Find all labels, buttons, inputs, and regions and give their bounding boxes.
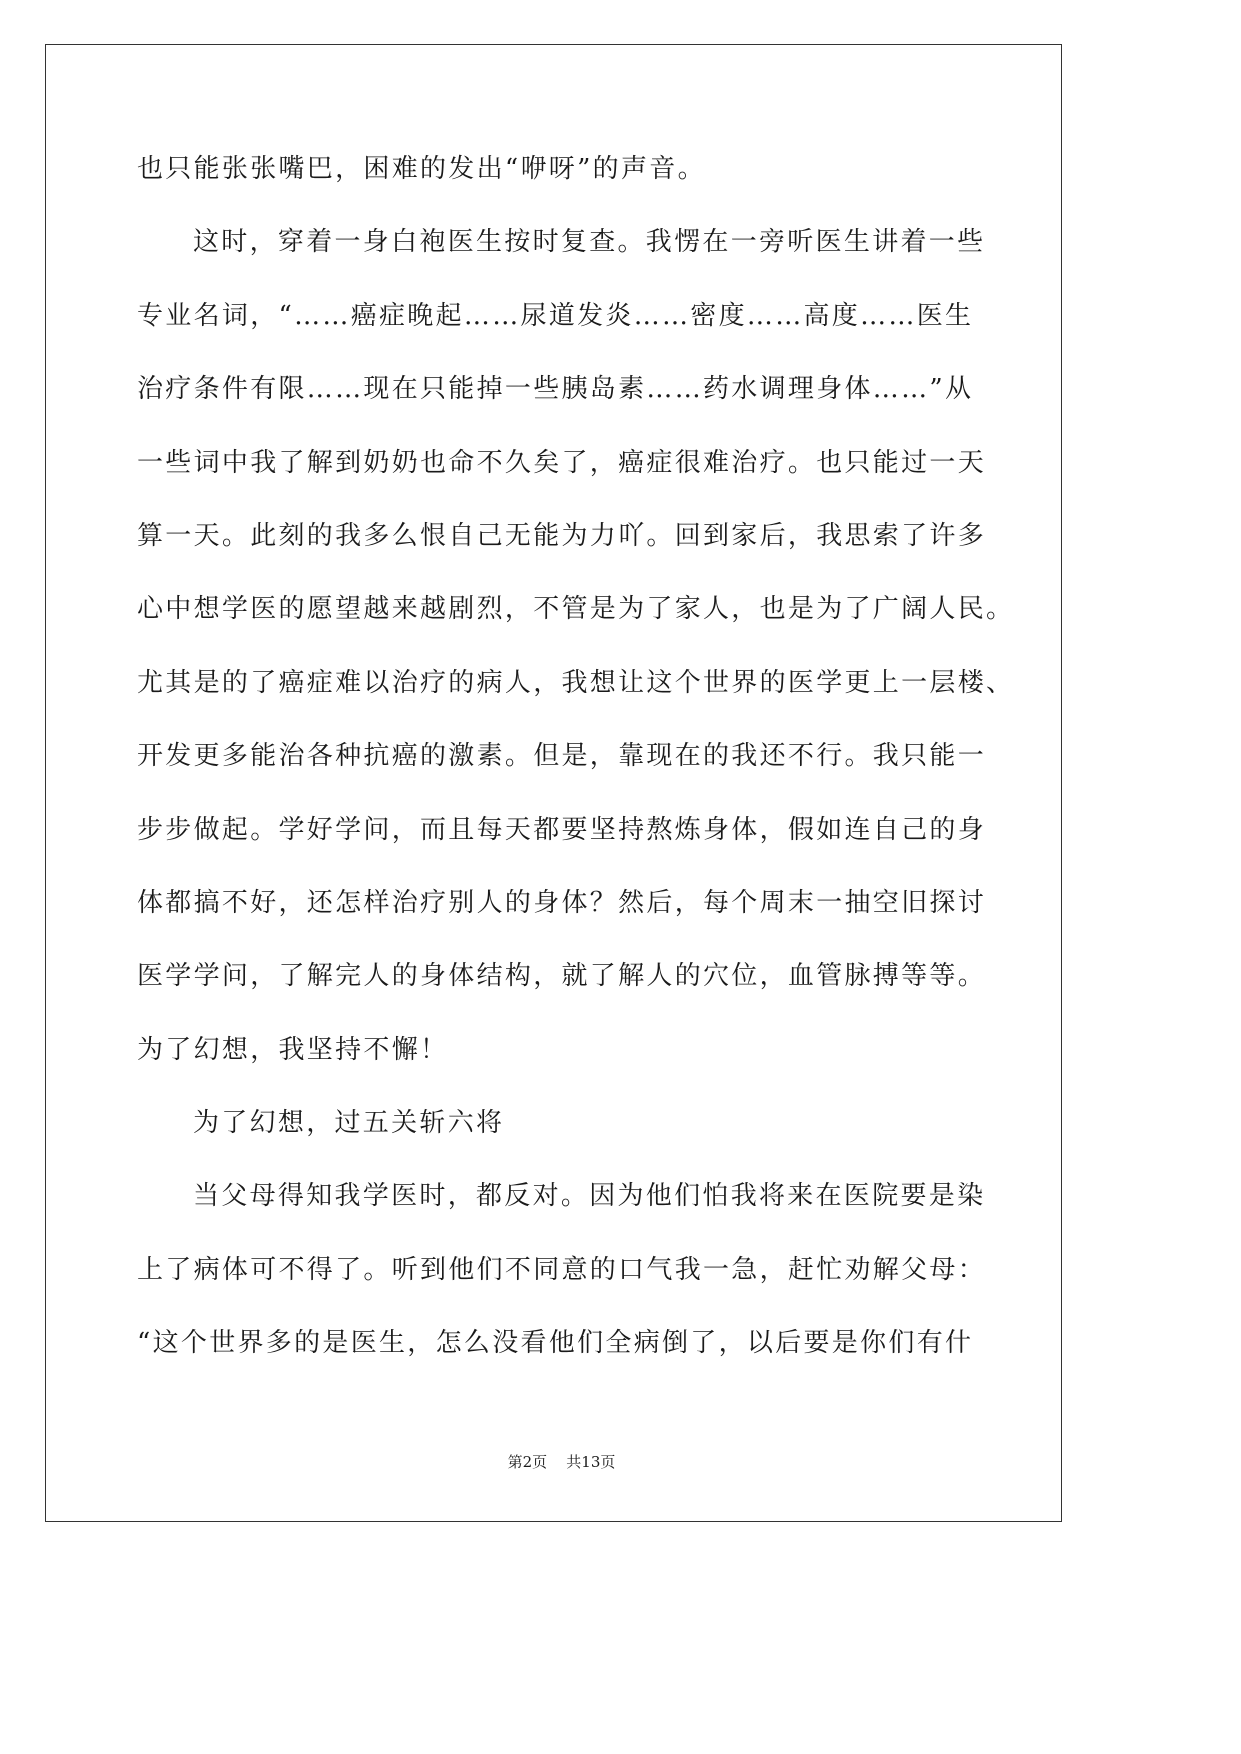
text-line-3: 专业名词，“……癌症晚起……尿道发炎……密度……高度……医生 xyxy=(137,300,974,331)
text-line-4: 治疗条件有限……现在只能掉一些胰岛素……药水调理身体……”从 xyxy=(137,374,974,405)
text-line-6: 算一天。此刻的我多么恨自己无能为力吖。回到家后，我思索了许多 xyxy=(137,520,987,551)
total-suffix: 页 xyxy=(600,1453,616,1471)
page-suffix: 页 xyxy=(532,1453,548,1471)
text-line-9: 开发更多能治各种抗癌的激素。但是，靠现在的我还不行。我只能一 xyxy=(137,741,987,772)
text-line-13: 为了幻想，我坚持不懈！ xyxy=(137,1034,449,1065)
text-line-5: 一些词中我了解到奶奶也命不久矣了，癌症很难治疗。也只能过一天 xyxy=(137,447,987,478)
text-line-10: 步步做起。学好学问，而且每天都要坚持熬炼身体，假如连自己的身 xyxy=(137,814,987,845)
text-line-17: “这个世界多的是医生，怎么没看他们全病倒了，以后要是你们有什 xyxy=(137,1328,974,1359)
text-line-16: 上了病体可不得了。听到他们不同意的口气我一急，赶忙劝解父母： xyxy=(137,1254,987,1285)
section-heading: 为了幻想，过五关斩六将 xyxy=(193,1108,505,1139)
text-line-8: 尤其是的了癌症难以治疗的病人，我想让这个世界的医学更上一层楼、 xyxy=(137,667,1015,698)
page-footer xyxy=(0,1452,1123,1472)
document-body xyxy=(137,144,1015,1392)
text-line-1: 也只能张张嘴巴，困难的发出“咿呀”的声音。 xyxy=(137,154,706,184)
text-line-2: 这时，穿着一身白袍医生按时复查。我愣在一旁听医生讲着一些 xyxy=(193,227,986,258)
text-line-11: 体都搞不好，还怎样治疗别人的身体？然后，每个周末一抽空旧探讨 xyxy=(137,887,987,918)
total-pages: 13 xyxy=(581,1453,601,1471)
total-prefix: 共 xyxy=(566,1453,582,1471)
page-prefix: 第 xyxy=(507,1453,523,1471)
text-line-15: 当父母得知我学医时，都反对。因为他们怕我将来在医院要是染 xyxy=(193,1181,986,1212)
text-line-12: 医学学问，了解完人的身体结构，就了解人的穴位，血管脉搏等等。 xyxy=(137,961,987,992)
text-line-7: 心中想学医的愿望越来越剧烈，不管是为了家人，也是为了广阔人民。 xyxy=(137,594,1015,625)
page-number: 2 xyxy=(522,1453,533,1471)
